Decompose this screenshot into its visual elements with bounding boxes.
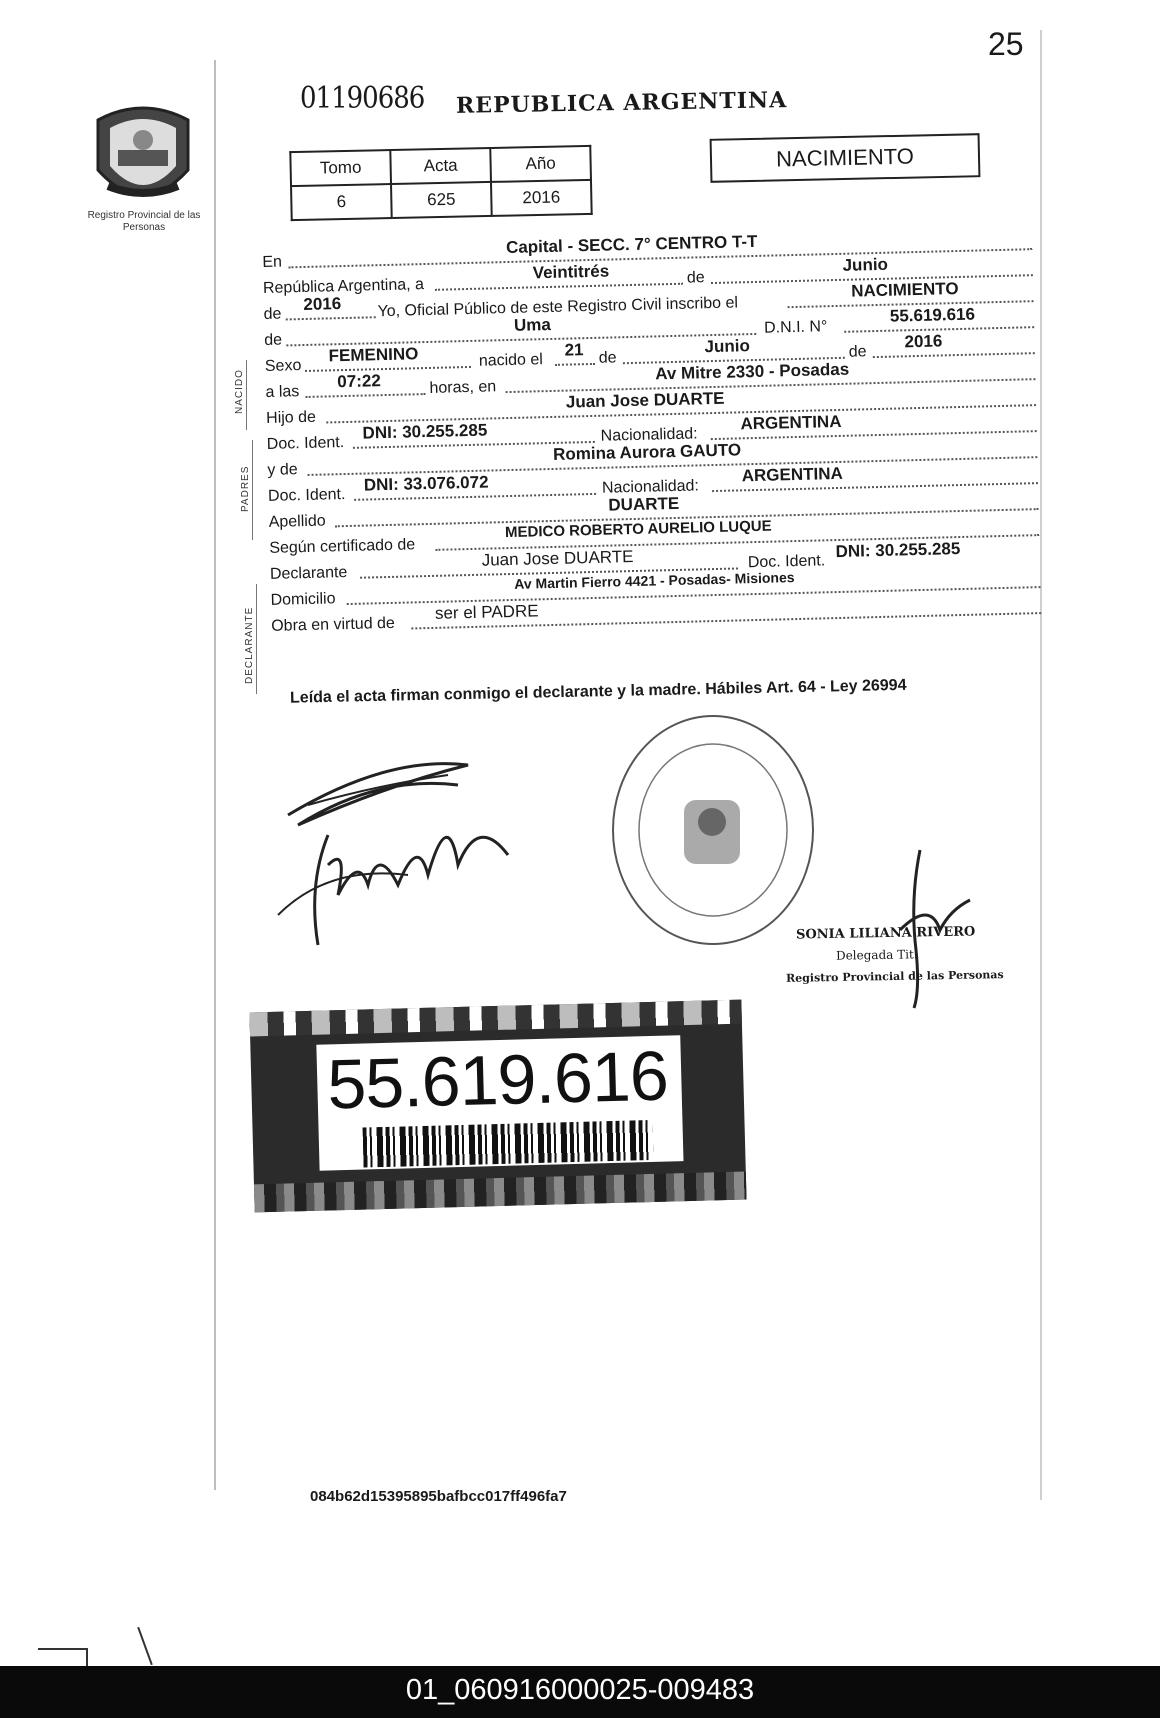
value-anio: 2016 bbox=[491, 180, 592, 216]
side-label-padres: PADRES bbox=[240, 465, 251, 512]
dotted-line bbox=[286, 316, 376, 320]
side-line-declarante bbox=[256, 584, 257, 694]
value-declarante: Juan Jose DUARTE bbox=[481, 547, 634, 570]
label-segun: Según certificado de bbox=[269, 536, 416, 557]
value-padre: Juan Jose DUARTE bbox=[565, 388, 725, 412]
value-padre-nacionalidad: ARGENTINA bbox=[740, 411, 842, 434]
dotted-line bbox=[306, 393, 426, 398]
value-inscribo: NACIMIENTO bbox=[850, 278, 959, 301]
page-number: 25 bbox=[988, 26, 1024, 62]
document-hash: 084b62d15395895bafbcc017ff496fa7 bbox=[310, 1488, 567, 1505]
value-certificado: MEDICO ROBERTO AURELIO LUQUE bbox=[504, 517, 772, 542]
value-obra: ser el PADRE bbox=[434, 601, 539, 623]
birth-record-form bbox=[262, 229, 1041, 638]
label-de3: de bbox=[264, 331, 283, 349]
barcode-icon bbox=[363, 1120, 654, 1168]
value-mes: Junio bbox=[842, 254, 889, 275]
sticker-pattern-band bbox=[249, 1000, 741, 1037]
label-hijo-de: Hijo de bbox=[265, 408, 317, 427]
value-tomo: 6 bbox=[291, 184, 392, 220]
side-line-nacido bbox=[246, 360, 247, 430]
label-republica: República Argentina, a bbox=[262, 276, 425, 297]
label-horas-en: horas, en bbox=[429, 378, 497, 397]
value-hora: 07:22 bbox=[337, 371, 381, 392]
value-apellido: DUARTE bbox=[608, 493, 680, 515]
value-lugar-registro: Capital - SECC. 7° CENTRO T-T bbox=[505, 231, 758, 258]
label-de4: de bbox=[598, 349, 617, 367]
side-label-declarante: DECLARANTE bbox=[244, 606, 255, 684]
label-dni: D.N.I. N° bbox=[763, 318, 828, 337]
corner-line bbox=[137, 1627, 153, 1665]
serial-number: 01190686 bbox=[300, 81, 425, 117]
signatory-name: SONIA LILIANA RIVERO bbox=[795, 924, 976, 943]
record-type-box: NACIMIENTO bbox=[710, 133, 981, 183]
value-padre-doc: DNI: 30.255.285 bbox=[362, 420, 488, 443]
signatory-office: Registro Provincial de las Personas bbox=[785, 968, 1004, 985]
dotted-line bbox=[435, 283, 683, 291]
value-anio-inscripcion: 2016 bbox=[303, 294, 342, 315]
footer-file-id: 01_060916000025-009483 bbox=[405, 1674, 755, 1706]
label-doc-ident: Doc. Ident. bbox=[267, 486, 346, 505]
closing-statement: Leída el acta firman conmigo el declarante y la madre. Hábiles Art. 64 - Ley 26994 bbox=[289, 676, 907, 707]
record-table-value-row bbox=[291, 180, 592, 220]
label-de5: de bbox=[848, 343, 867, 361]
label-nacionalidad: Nacionalidad: bbox=[600, 425, 698, 445]
record-table bbox=[289, 145, 592, 221]
value-nombre: Uma bbox=[513, 314, 552, 335]
registry-logo-icon bbox=[88, 100, 198, 220]
value-dia: Veintitrés bbox=[532, 261, 610, 283]
value-nac-dia: 21 bbox=[564, 340, 584, 360]
dni-sticker bbox=[249, 1000, 746, 1213]
oficial-text: Yo, Oficial Público de este Registro Civil inscribo el bbox=[377, 294, 739, 321]
label-doc-ident: Doc. Ident. bbox=[266, 434, 345, 453]
document-title: REPUBLICA ARGENTINA bbox=[455, 87, 788, 119]
sticker-pattern-bottom bbox=[254, 1172, 747, 1213]
value-nac-anio: 2016 bbox=[904, 331, 943, 352]
header-anio: Año bbox=[490, 146, 591, 182]
value-dni: 55.619.616 bbox=[889, 304, 976, 326]
label-a-las: a las bbox=[265, 383, 300, 401]
value-madre-doc: DNI: 33.076.072 bbox=[363, 472, 489, 495]
dotted-line bbox=[305, 366, 471, 372]
label-de: de bbox=[686, 269, 705, 287]
side-line-padres bbox=[252, 440, 253, 540]
label-declarante: Declarante bbox=[269, 564, 348, 583]
label-y-de: y de bbox=[267, 461, 298, 479]
label-nacionalidad: Nacionalidad: bbox=[601, 477, 700, 497]
label-de2: de bbox=[263, 305, 282, 323]
declarant-signature bbox=[268, 745, 568, 955]
official-seal bbox=[608, 710, 818, 950]
label-en: En bbox=[262, 253, 283, 271]
label-sexo: Sexo bbox=[264, 357, 302, 375]
value-lugar-nacimiento: Av Mitre 2330 - Posadas bbox=[654, 359, 850, 384]
page-left-border bbox=[214, 60, 216, 1490]
header-tomo: Tomo bbox=[290, 150, 391, 186]
label-doc-ident-declarante: Doc. Ident. bbox=[747, 552, 826, 572]
value-madre-nacionalidad: ARGENTINA bbox=[741, 463, 843, 486]
dotted-line bbox=[873, 352, 1035, 358]
label-domicilio: Domicilio bbox=[270, 590, 336, 609]
logo-caption: Registro Provincial de las Personas bbox=[87, 210, 201, 233]
sticker-number: 55.619.616 bbox=[326, 1036, 669, 1124]
label-apellido: Apellido bbox=[268, 512, 326, 531]
value-nac-mes: Junio bbox=[704, 336, 751, 357]
value-acta: 625 bbox=[391, 182, 492, 218]
sticker-label bbox=[316, 1035, 683, 1170]
value-madre: Romina Aurora GAUTO bbox=[552, 440, 742, 464]
value-domicilio: Av Martin Fierro 4421 - Posadas- Misiones bbox=[514, 569, 795, 592]
side-label-nacido: NACIDO bbox=[234, 369, 245, 414]
label-obra: Obra en virtud de bbox=[271, 614, 396, 635]
label-nacido-el: nacido el bbox=[478, 351, 544, 370]
signatory-role: Delegada Tit. bbox=[835, 947, 918, 963]
dotted-line bbox=[555, 363, 595, 366]
value-sexo: FEMENINO bbox=[328, 344, 419, 366]
corner-mark bbox=[38, 1648, 88, 1666]
value-declarante-doc: DNI: 30.255.285 bbox=[835, 539, 961, 562]
header-acta: Acta bbox=[390, 148, 491, 184]
page-right-border bbox=[1040, 30, 1042, 1500]
